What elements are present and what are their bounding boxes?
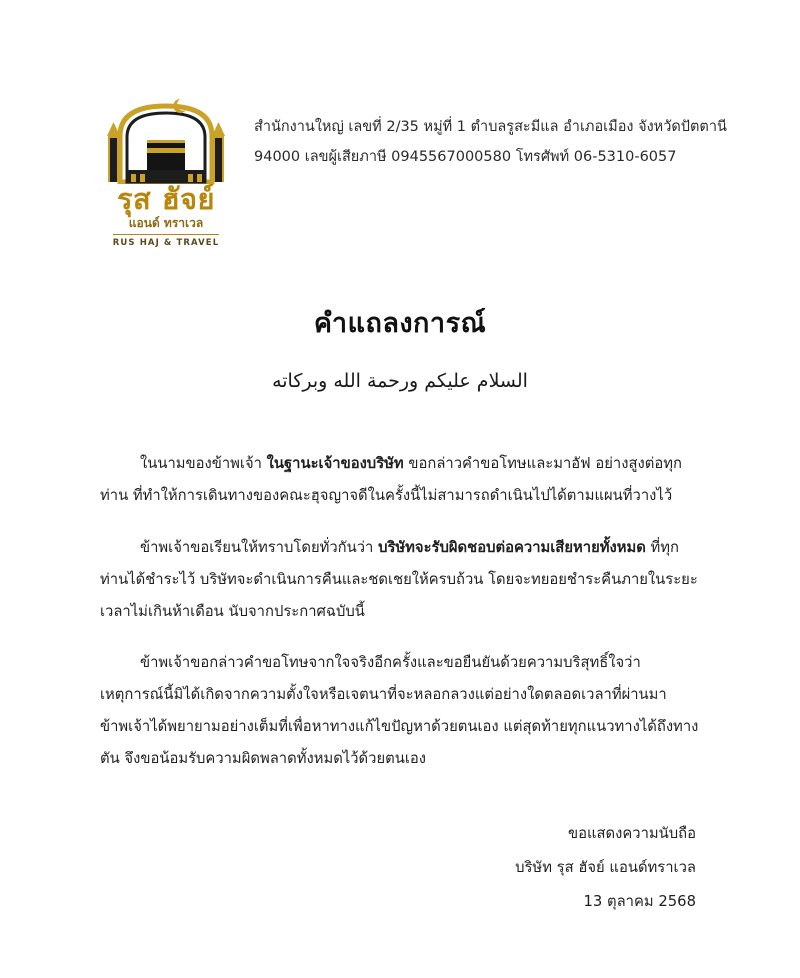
- paragraph-responsibility-segment-2: ที่ทุกท่านได้ชำระไว้ บริษัทจะดำเนินการคืนและชดเชยให้ครบถ้วน โดยจะทยอยชำระคืนภายในระยะเวลาไม่เกินห้าเดือน นับจากประกาศฉบับนี้: [100, 539, 698, 620]
- signature-block: [100, 817, 700, 919]
- letterhead: [100, 96, 727, 249]
- logo-name-thai: [100, 182, 232, 216]
- paragraph-responsibility: [100, 532, 700, 627]
- paragraph-responsibility-segment-0: ข้าพเจ้าขอเรียนให้ทราบโดยทั่วกันว่า: [140, 539, 379, 557]
- paragraph-closing-apology: [100, 647, 700, 774]
- address-line-2: 94000 เลขผู้เสียภาษี 0945567000580 โทรศัพท์ 06-5310-6057: [254, 149, 677, 166]
- logo-name-en: RUS HAJ & TRAVEL: [113, 234, 219, 248]
- paragraph-responsibility-segment-1: บริษัทจะรับผิดชอบต่อความเสียหายทั้งหมด: [378, 539, 646, 557]
- document-title: คำแถลงการณ์: [313, 308, 487, 340]
- signature-respect: ขอแสดงความนับถือ: [567, 824, 696, 842]
- paragraph-closing-apology-segment-0: ข้าพเจ้าขอกล่าวคำขอโทษจากใจจริงอีกครั้งและขอยืนยันด้วยความบริสุทธิ์ใจว่าเหตุการณ์นี้มิได้เกิดจากความตั้งใจหรือเจตนาที่จะหลอกลวงแต่อย่างใดตลอดเวลาที่ผ่านมาข้าพเจ้าได้พยายามอย่างเต็มที่เพื่อหาทางแก้ไขปัญหาด้วยตนเอง แต่สุดท้ายทุกแนวทางได้ถึงทางตัน จึงขอน้อมรับความผิดพลาดทั้งหมดไว้ด้วยตนเอง: [100, 654, 699, 767]
- paragraph-apology-segment-1: ในฐานะเจ้าของบริษัท: [266, 455, 404, 473]
- kaaba-mosque-icon: [100, 96, 232, 184]
- logo-name-thai-line1: รุส ฮัจย์: [116, 182, 216, 216]
- paragraph-apology-segment-2: ขอกล่าวคำขอโทษและมาอัฟ อย่างสูงต่อทุกท่าน ที่ทำให้การเดินทางของคณะฮุจญาจดีในครั้งนี้ไม่สามารถดำเนินไปได้ตามแผนที่วางไว้: [100, 455, 682, 505]
- logo-name-thai-line2: แอนด์ ทราเวล: [128, 216, 204, 230]
- address-line-1: สำนักงานใหญ่ เลขที่ 2/35 หมู่ที่ 1 ตำบลรูสะมีแล อำเภอเมือง จังหวัดปัตตานี: [254, 119, 727, 135]
- paragraph-apology: [100, 448, 700, 512]
- statement-paragraphs: [100, 448, 700, 774]
- signature-date: 13 ตุลาคม 2568: [583, 892, 696, 910]
- company-logo: [100, 96, 232, 249]
- signature-company: บริษัท รุส ฮัจย์ แอนด์ทราเวล: [515, 858, 696, 876]
- arabic-greeting: السلام عليكم ورحمة الله وبركاته: [272, 370, 528, 393]
- paragraph-apology-segment-0: ในนามของข้าพเจ้า: [140, 455, 267, 473]
- company-address: [254, 96, 727, 173]
